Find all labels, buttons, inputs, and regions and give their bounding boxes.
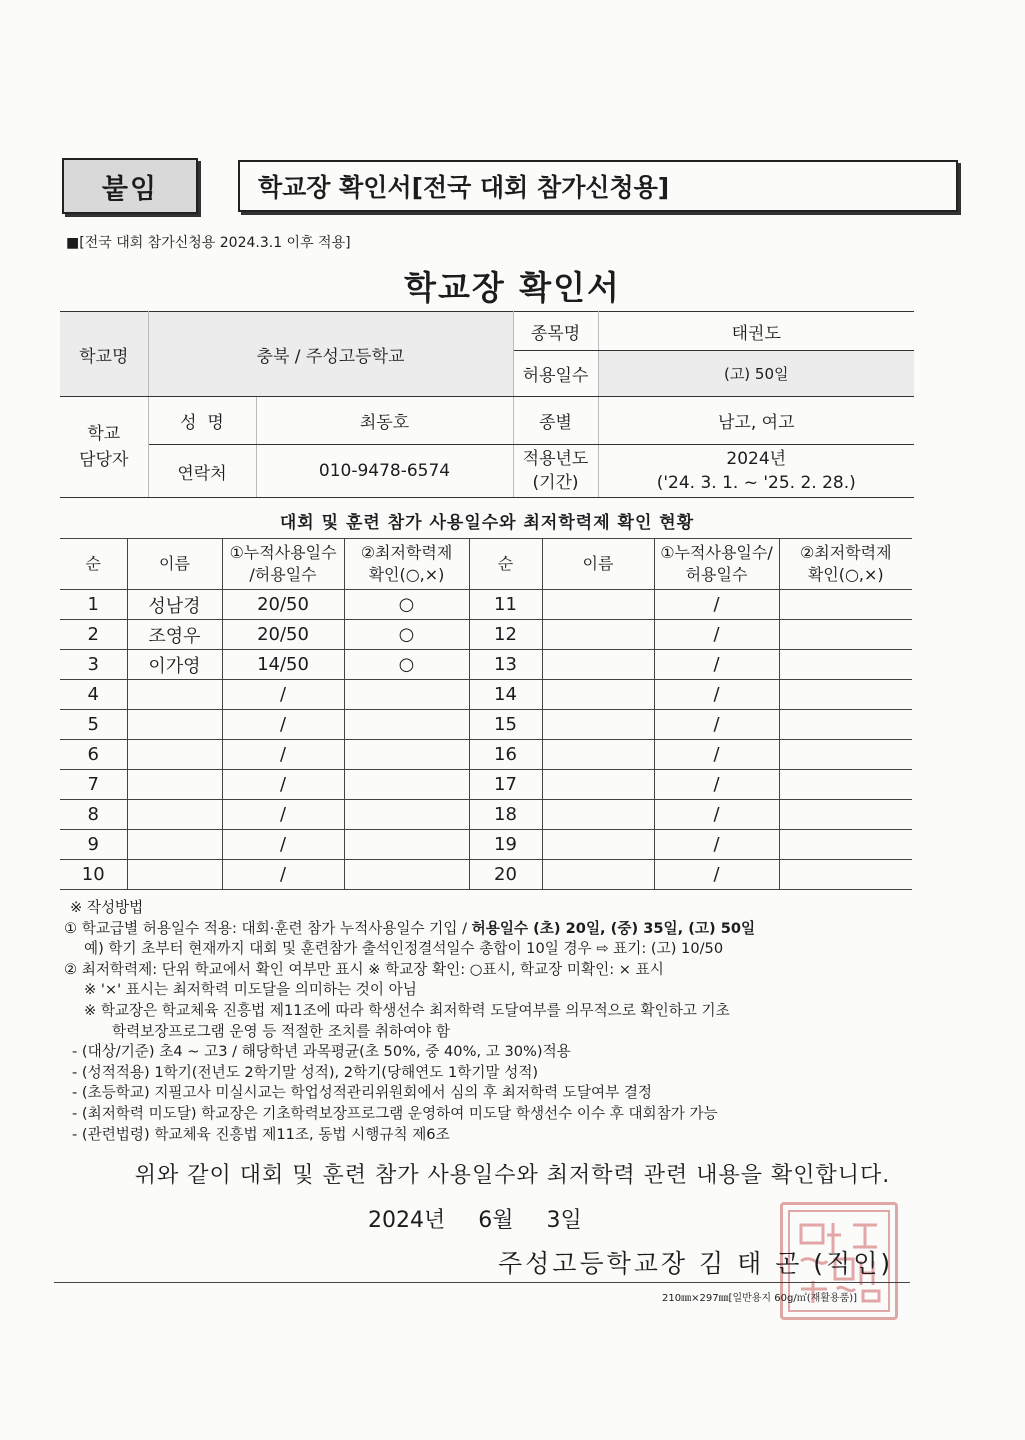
cell-left-check	[344, 680, 469, 710]
cell-right-days: /	[654, 800, 779, 830]
cell-right-days: /	[654, 770, 779, 800]
sport-value: 태권도	[598, 312, 914, 351]
school-value: 충북 / 주성고등학교	[148, 312, 513, 397]
cell-left-no: 7	[60, 770, 127, 800]
header-check: ②최저학력제 확인(○,×)	[344, 539, 469, 590]
allowed-days-label: 허용일수	[513, 351, 598, 397]
cell-left-days: 20/50	[222, 590, 344, 620]
cell-left-name: 이가영	[127, 650, 222, 680]
cell-left-days: /	[222, 680, 344, 710]
table-row	[60, 620, 912, 650]
manager-label: 학교 담당자	[60, 397, 148, 498]
cell-left-name	[127, 800, 222, 830]
cell-right-no: 11	[469, 590, 542, 620]
cell-left-no: 10	[60, 860, 127, 890]
cell-right-name	[542, 770, 654, 800]
instructions	[64, 898, 914, 1145]
cell-left-no: 5	[60, 710, 127, 740]
table-row	[60, 860, 912, 890]
header-days-right: ①누적사용일수/ 허용일수	[654, 539, 779, 590]
table-row	[60, 650, 912, 680]
cell-right-check	[779, 680, 912, 710]
gender-value: 남고, 여고	[598, 397, 914, 445]
cell-left-name: 조영우	[127, 620, 222, 650]
instruction-note-2b: 학력보장프로그램 운영 등 적절한 조치를 취하여야 함	[112, 1022, 450, 1040]
cell-left-check	[344, 710, 469, 740]
header-name: 이름	[127, 539, 222, 590]
header-check-right: ②최저학력제 확인(○,×)	[779, 539, 912, 590]
cell-left-days: /	[222, 830, 344, 860]
cell-right-check	[779, 620, 912, 650]
header-no: 순	[60, 539, 127, 590]
cell-left-no: 1	[60, 590, 127, 620]
cell-right-name	[542, 620, 654, 650]
name-label: 성 명	[148, 397, 256, 445]
cell-left-days: /	[222, 710, 344, 740]
cell-left-name	[127, 740, 222, 770]
cell-left-check	[344, 860, 469, 890]
name-value: 최동호	[256, 397, 513, 445]
cell-left-name	[127, 680, 222, 710]
cell-right-check	[779, 860, 912, 890]
cell-right-name	[542, 680, 654, 710]
principal-signature-line: 주성고등학교장 김 태 곤 (직인)	[498, 1249, 894, 1278]
cell-left-check	[344, 800, 469, 830]
cell-right-check	[779, 710, 912, 740]
header-no-right: 순	[469, 539, 542, 590]
cell-right-name	[542, 830, 654, 860]
cell-right-name	[542, 590, 654, 620]
section-title: 대회 및 훈련 참가 사용일수와 최저학력제 확인 현황	[279, 513, 695, 533]
gender-label: 종별	[513, 397, 598, 445]
table-row	[60, 740, 912, 770]
cell-left-days: /	[222, 800, 344, 830]
form-title: 학교장 확인서[전국 대회 참가신청용]	[238, 160, 958, 212]
contact-value: 010-9478-6574	[256, 445, 513, 498]
instruction-item-2: ② 최저학력제: 단위 학교에서 확인 여부만 표시 ※ 학교장 확인: ○표시, 학교장 미확인: × 표시	[64, 960, 664, 978]
cell-left-check: ○	[344, 620, 469, 650]
document-title: 학교장 확인서	[404, 268, 621, 307]
cell-left-no: 9	[60, 830, 127, 860]
table-row	[60, 710, 912, 740]
cell-left-name	[127, 860, 222, 890]
cell-right-days: /	[654, 590, 779, 620]
period-value: ('24. 3. 1. ~ '25. 2. 28.)	[656, 473, 856, 493]
cell-left-name	[127, 830, 222, 860]
instruction-item-1-bold: 허용일수 (초) 20일, (중) 35일, (고) 50일	[471, 919, 756, 937]
participants-table	[60, 538, 912, 890]
cell-left-no: 8	[60, 800, 127, 830]
cell-right-name	[542, 800, 654, 830]
instruction-item-1-example: 예) 학기 초부터 현재까지 대회 및 훈련참가 출석인정결석일수 총합이 10일 경우 ⇨ 표기: (고) 10/50	[84, 940, 724, 958]
instruction-note-2a: ※ 학교장은 학교체육 진흥법 제11조에 따라 학생선수 최저학력 도달여부를 의무적으로 확인하고 기초	[84, 1001, 730, 1019]
year-value: 2024년	[726, 449, 787, 469]
cell-right-check	[779, 770, 912, 800]
header-name-right: 이름	[542, 539, 654, 590]
table-row	[60, 800, 912, 830]
table-header-row	[60, 539, 912, 590]
cell-right-check	[779, 740, 912, 770]
instruction-dash-5: - (관련법령) 학교체육 진흥법 제11조, 동법 시행규칙 제6조	[72, 1125, 450, 1143]
cell-left-check	[344, 740, 469, 770]
cell-left-no: 6	[60, 740, 127, 770]
cell-right-name	[542, 710, 654, 740]
allowed-days-value: (고) 50일	[598, 351, 914, 397]
cell-right-days: /	[654, 680, 779, 710]
cell-left-name	[127, 710, 222, 740]
instruction-dash-2: - (성적적용) 1학기(전년도 2학기말 성적), 2학기(당해연도 1학기말 성적)	[72, 1063, 539, 1081]
cell-right-days: /	[654, 830, 779, 860]
year-cell	[598, 445, 914, 498]
cell-right-no: 18	[469, 800, 542, 830]
cell-left-days: /	[222, 860, 344, 890]
cell-right-no: 12	[469, 620, 542, 650]
table-row	[60, 770, 912, 800]
header-days: ①누적사용일수 /허용일수	[222, 539, 344, 590]
cell-left-check	[344, 830, 469, 860]
instruction-dash-3: - (초등학교) 지필고사 미실시교는 학업성적관리위원회에서 심의 후 최저학력 도달여부 결정	[72, 1084, 653, 1102]
table-row	[60, 590, 912, 620]
cell-left-no: 3	[60, 650, 127, 680]
cell-right-name	[542, 740, 654, 770]
document-date: 2024년 6월 3일	[368, 1208, 582, 1233]
cell-right-no: 16	[469, 740, 542, 770]
cell-right-days: /	[654, 860, 779, 890]
cell-right-no: 17	[469, 770, 542, 800]
cell-right-no: 13	[469, 650, 542, 680]
instruction-dash-4: - (최저학력 미도달) 학교장은 기초학력보장프로그램 운영하여 미도달 학생선수 이수 후 대회참가 가능	[72, 1104, 718, 1122]
attachment-label: 붙임	[62, 158, 198, 214]
cell-right-no: 19	[469, 830, 542, 860]
school-label: 학교명	[60, 312, 148, 397]
cell-right-name	[542, 650, 654, 680]
cell-left-no: 2	[60, 620, 127, 650]
cell-right-check	[779, 650, 912, 680]
table-row	[60, 830, 912, 860]
cell-right-name	[542, 860, 654, 890]
contact-label: 연락처	[148, 445, 256, 498]
cell-left-days: /	[222, 740, 344, 770]
table-row	[60, 680, 912, 710]
cell-right-days: /	[654, 740, 779, 770]
instruction-item-1-text: ① 학교급별 허용일수 적용: 대회·훈련 참가 누적사용일수 기입 /	[64, 919, 472, 937]
bottom-divider	[54, 1282, 910, 1283]
cell-left-days: /	[222, 770, 344, 800]
cell-left-name	[127, 770, 222, 800]
cell-right-days: /	[654, 620, 779, 650]
cell-right-check	[779, 800, 912, 830]
instructions-heading: ※ 작성방법	[70, 899, 144, 916]
cell-left-days: 20/50	[222, 620, 344, 650]
instruction-dash-1: - (대상/기준) 초4 ~ 고3 / 해당학년 과목평균(초 50%, 중 40%, 고 30%)적용	[72, 1043, 571, 1061]
cell-left-check: ○	[344, 650, 469, 680]
cell-left-check	[344, 770, 469, 800]
cell-right-days: /	[654, 710, 779, 740]
cell-right-no: 20	[469, 860, 542, 890]
cell-left-no: 4	[60, 680, 127, 710]
applicability-note: ■[전국 대회 참가신청용 2024.3.1 이후 적용]	[66, 235, 351, 251]
school-info-table	[60, 311, 914, 498]
cell-left-name: 성남경	[127, 590, 222, 620]
cell-left-check: ○	[344, 590, 469, 620]
paper-spec: 210㎜×297㎜[일반용지 60g/㎡(재활용품)]	[662, 1293, 858, 1304]
sport-label: 종목명	[513, 312, 598, 351]
instruction-note-1: ※ '×' 표시는 최저학력 미도달을 의미하는 것이 아님	[84, 981, 417, 999]
confirmation-statement: 위와 같이 대회 및 훈련 참가 사용일수와 최저학력 관련 내용을 확인합니다.	[134, 1163, 891, 1188]
cell-right-no: 14	[469, 680, 542, 710]
cell-left-days: 14/50	[222, 650, 344, 680]
cell-right-check	[779, 830, 912, 860]
cell-right-check	[779, 590, 912, 620]
cell-right-no: 15	[469, 710, 542, 740]
instruction-item-1	[64, 919, 914, 940]
cell-right-days: /	[654, 650, 779, 680]
year-label: 적용년도 (기간)	[513, 445, 598, 498]
